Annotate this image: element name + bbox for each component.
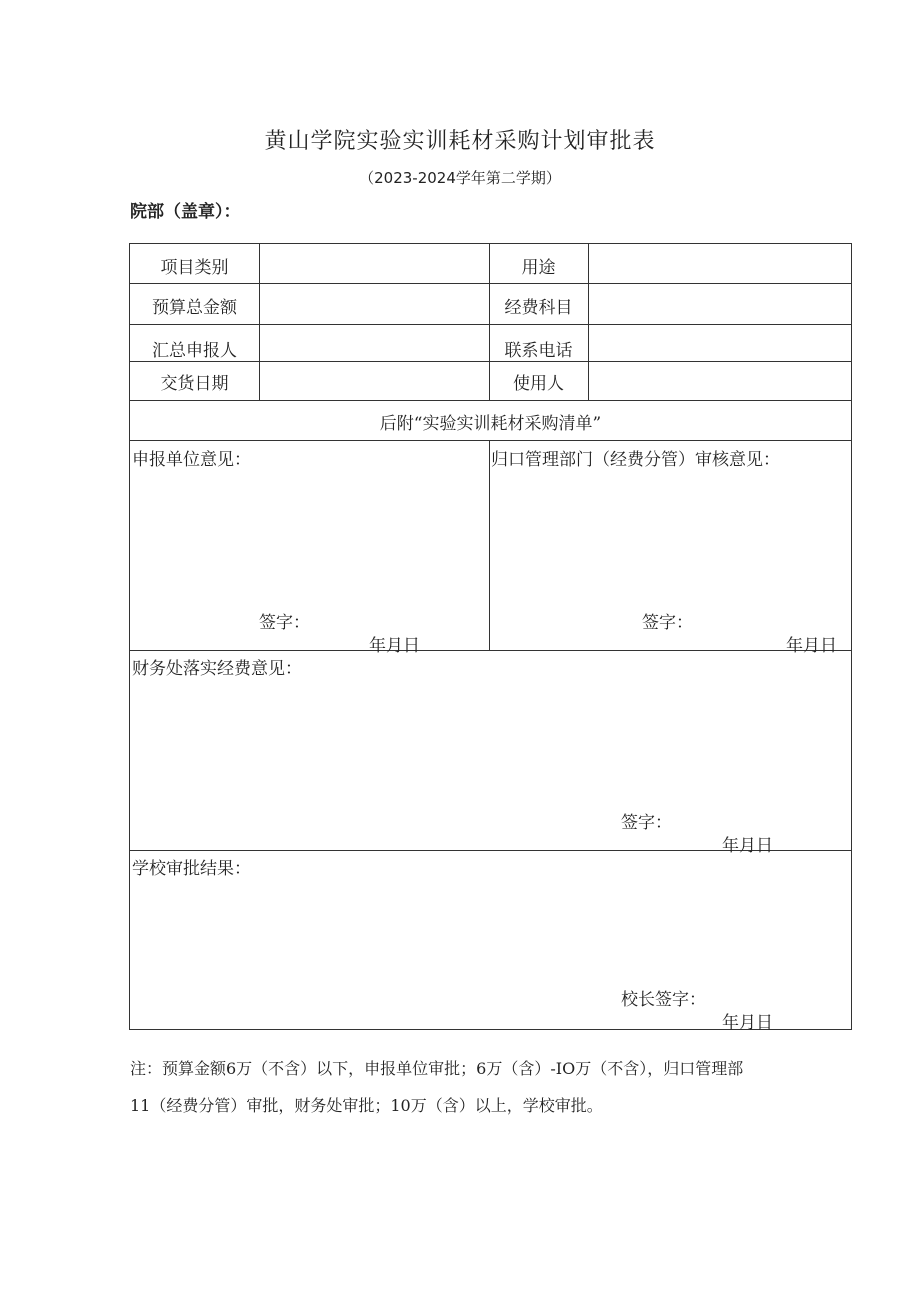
applicant-sign-label: 签字： bbox=[259, 613, 310, 633]
school-result-label: 学校审批结果： bbox=[132, 859, 251, 879]
footnote-line-1: 注：预算金额6万（不含）以下，申报单位审批；6万（含）-IO万（不含），归口管理部 bbox=[130, 1059, 744, 1078]
school-date-label: 年月日 bbox=[722, 1013, 773, 1033]
label-summary-applicant: 汇总申报人 bbox=[152, 341, 237, 361]
input-purpose[interactable] bbox=[589, 244, 851, 283]
label-delivery-date: 交货日期 bbox=[160, 374, 229, 394]
input-contact-phone[interactable] bbox=[589, 325, 851, 361]
label-funding-account: 经费科目 bbox=[504, 298, 573, 318]
applicant-opinion-label: 申报单位意见： bbox=[132, 450, 251, 470]
row-divider bbox=[130, 650, 851, 651]
dept-opinion-label: 归口管理部门（经费分管）审核意见： bbox=[491, 450, 780, 470]
dept-sign-label: 签字： bbox=[642, 613, 693, 633]
label-project-category: 项目类别 bbox=[160, 258, 229, 278]
row-divider bbox=[130, 440, 851, 441]
input-user[interactable] bbox=[589, 362, 851, 400]
principal-sign-label: 校长签字： bbox=[621, 990, 706, 1010]
department-seal-label: 院部（盖章）： bbox=[130, 202, 241, 222]
attachment-note: 后附“实验实训耗材采购清单” bbox=[379, 414, 602, 434]
finance-sign-label: 签字： bbox=[621, 813, 672, 833]
input-total-budget[interactable] bbox=[260, 284, 489, 324]
finance-date-label: 年月日 bbox=[722, 836, 773, 856]
input-summary-applicant[interactable] bbox=[260, 325, 489, 361]
row-divider bbox=[130, 400, 851, 401]
footnote-line-2: 11（经费分管）审批，财务处审批；10万（含）以上，学校审批。 bbox=[130, 1096, 603, 1115]
column-divider bbox=[489, 440, 490, 650]
label-user: 使用人 bbox=[513, 374, 564, 394]
input-funding-account[interactable] bbox=[589, 284, 851, 324]
dept-date-label: 年月日 bbox=[786, 636, 837, 656]
input-project-category[interactable] bbox=[260, 244, 489, 283]
label-total-budget: 预算总金额 bbox=[152, 298, 237, 318]
form-title: 黄山学院实验实训耗材采购计划审批表 bbox=[264, 129, 656, 154]
academic-term: （2023-2024学年第二学期） bbox=[359, 169, 561, 187]
finance-opinion-label: 财务处落实经费意见： bbox=[132, 659, 302, 679]
label-purpose: 用途 bbox=[521, 258, 556, 278]
input-delivery-date[interactable] bbox=[260, 362, 489, 400]
label-contact-phone: 联系电话 bbox=[504, 341, 573, 361]
applicant-date-label: 年月日 bbox=[369, 636, 420, 656]
approval-form-table bbox=[129, 243, 852, 1033]
